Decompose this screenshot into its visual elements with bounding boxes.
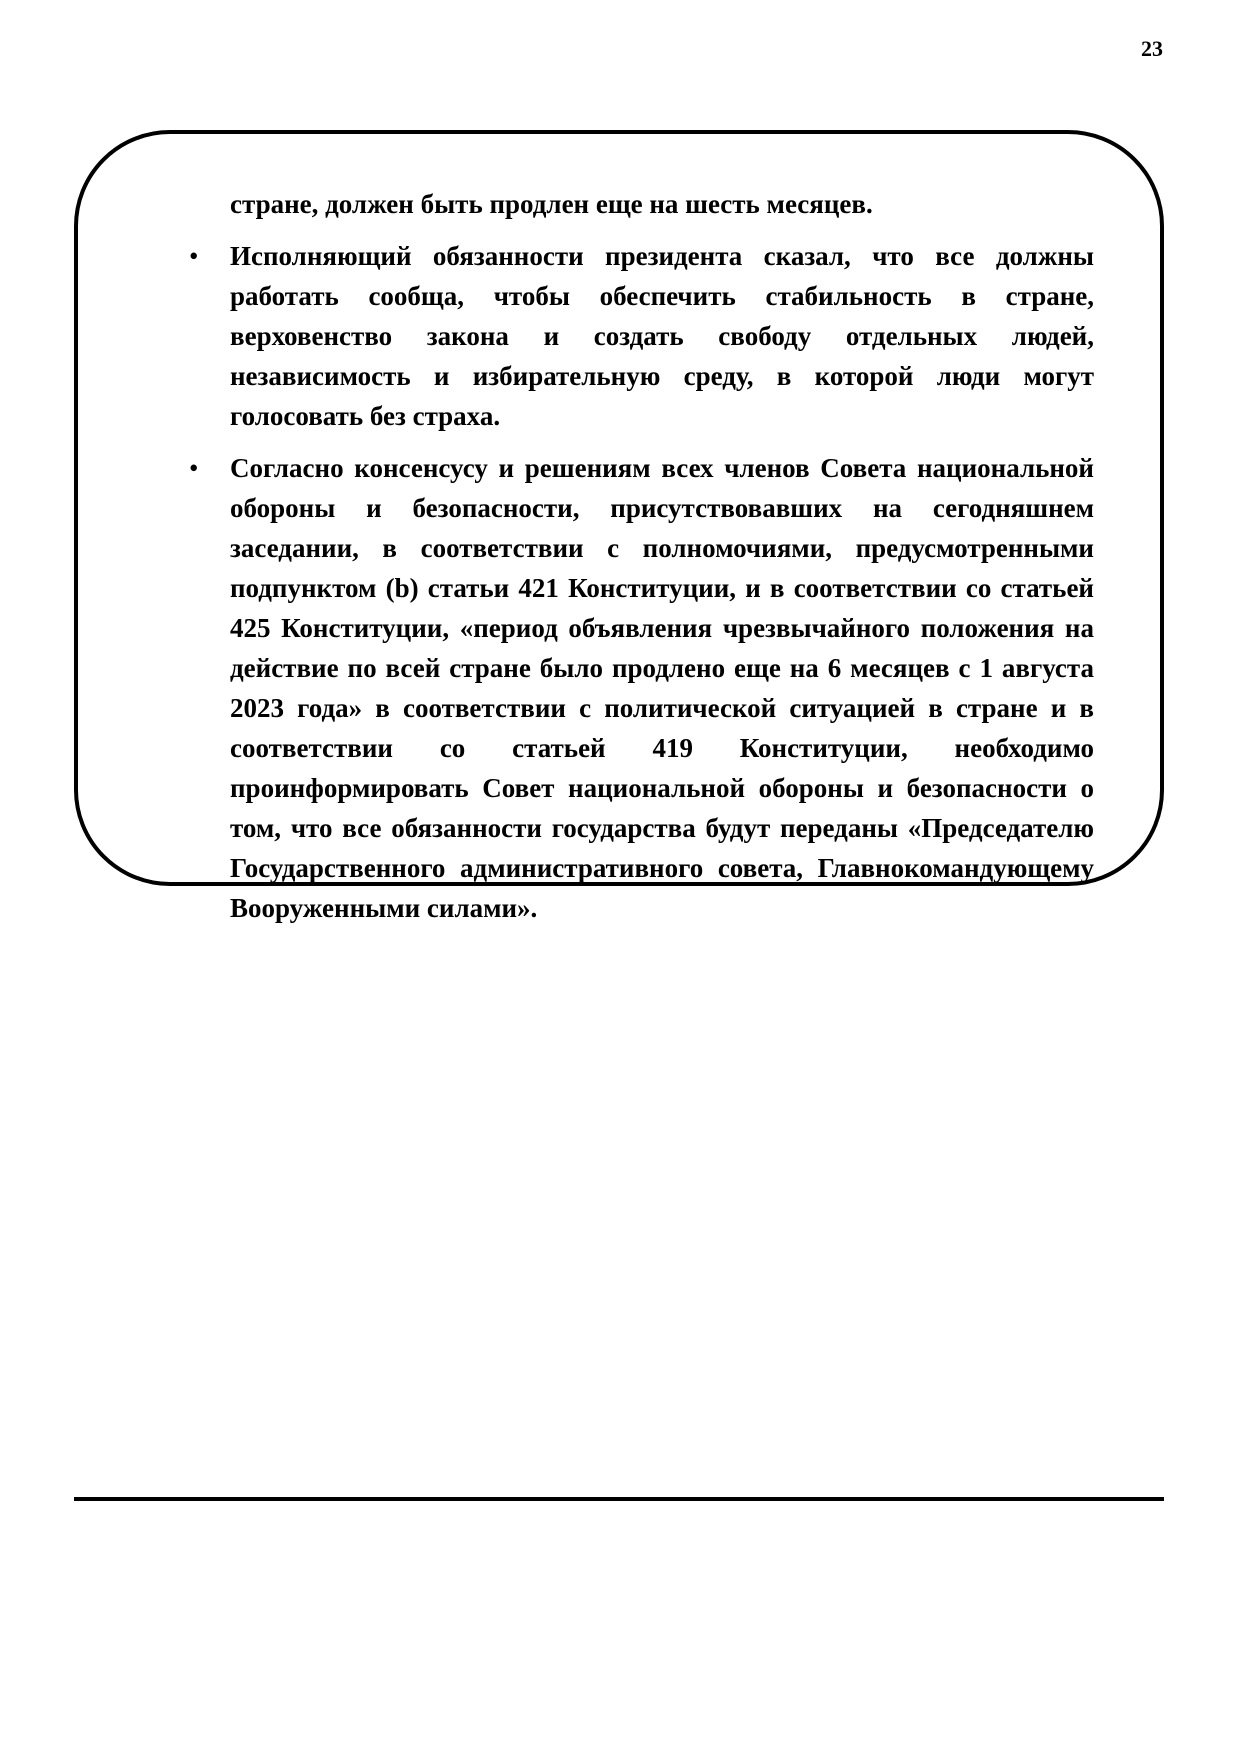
bullet-text: Согласно консенсусу и решениям всех членов Совета национальной обороны и безопасности, присутствовавших на сегодняшнем заседании, в соответствии с полномочиями, предусмотренными подпунктом (b) статьи 421 Конституции, и в соответствии со статьей 425 Конституции, «период объявления чрезвычайного положения на действие по всей стране было продлено еще на 6 месяцев с 1 августа 2023 года» в соответствии с политической ситуацией в стране и в соответствии со статьей 419 Конституции, необходимо проинформировать Совет национальной обороны и безопасности о том, что все обязанности государства будут переданы «Председателю Государственного административного совета, Главнокомандующему Вооруженными силами».	[230, 453, 1094, 923]
bullet-list	[154, 236, 1094, 928]
bullet-item	[154, 448, 1094, 928]
bullet-text: Исполняющий обязанности президента сказал, что все должны работать сообща, чтобы обеспечить стабильность в стране, верховенство закона и создать свободу отдельных людей, независимость и избирательную среду, в которой люди могут голосовать без страха.	[230, 241, 1094, 431]
bullet-icon: •	[189, 453, 199, 483]
continuation-paragraph: стране, должен быть продлен еще на шесть месяцев.	[230, 189, 873, 219]
highlight-box	[74, 130, 1164, 923]
bullet-item	[154, 236, 1094, 436]
page-number: 23	[1141, 36, 1163, 61]
footnote-separator	[74, 1497, 1164, 1501]
bullet-icon: •	[189, 241, 199, 271]
